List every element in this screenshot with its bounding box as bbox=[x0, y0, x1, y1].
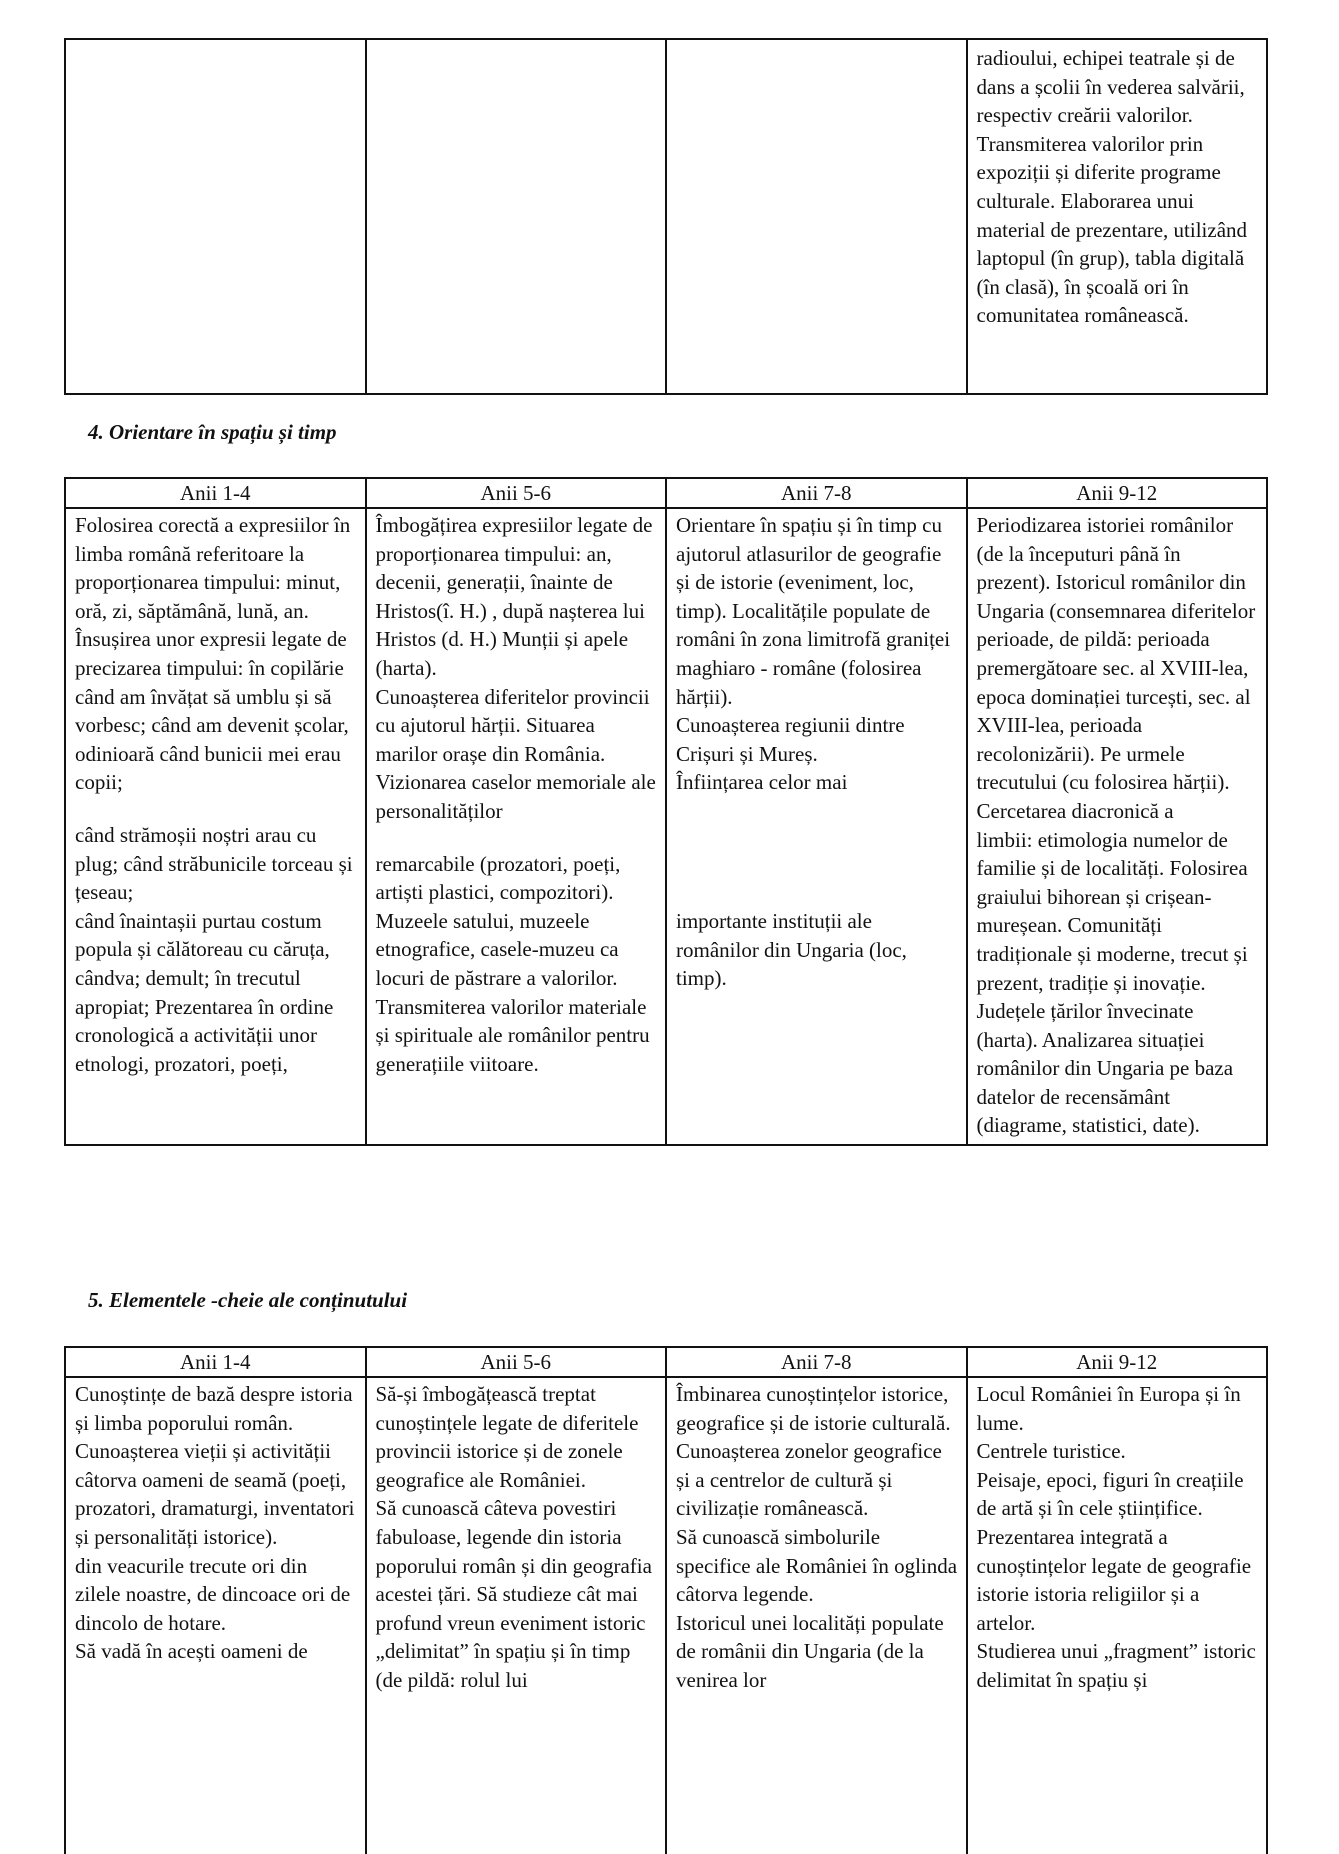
table-cell bbox=[65, 39, 366, 394]
cell-text: Să-și îmbogățească treptat cunoștințele legate de diferitele provincii istorice și de zonele geografice ale României. Să cunoască câteva povestiri fabuloase, legende din istoria poporului român și din geografia acestei țări. Să studieze cât mai profund vreun eveniment istoric „delimitat” în spațiu și în timp (de pildă: rolul lui bbox=[375, 1382, 652, 1692]
cell-text: radioului, echipei teatrale și de dans a școlii în vederea salvării, respectiv creării valorilor. Transmiterea valorilor prin expoziții și diferite programe culturale. Elaborarea unui material de prezentare, utilizând laptopul (în grup), tabla digitală (în clasă), în școală ori în comunitatea românească. bbox=[976, 46, 1248, 328]
column-header: Anii 1-4 bbox=[65, 1347, 366, 1377]
table-cell bbox=[967, 1377, 1268, 1854]
table-row bbox=[65, 508, 1267, 1145]
table-cell bbox=[666, 39, 967, 394]
continuation-table bbox=[64, 38, 1268, 395]
table-cell bbox=[366, 1377, 667, 1854]
cell-text: Periodizarea istoriei românilor (de la începuturi până în prezent). Istoricul românilor din Ungaria (consemnarea diferitelor perioade, de pildă: perioada premergătoare sec. al XVIII-lea, epoca dominației turcești, sec. al XVIII-lea, perioada recolonizării). Pe urmele trecutului (cu folosirea hărții). Cercetarea diacronică a bbox=[976, 513, 1256, 823]
table-cell bbox=[967, 39, 1268, 394]
column-header: Anii 7-8 bbox=[666, 478, 967, 508]
cell-text: Îmbogățirea expresiilor legate de proporționarea timpului: an, decenii, generații, înainte de Hristos(î. H.) , după nașterea lui Hristos (d. H.) Munții și apele (harta). Cunoașterea diferitelor provincii cu ajutorul hărții. Situarea marilor orașe din România. Vizionarea caselor memoriale ale personalităților bbox=[375, 513, 656, 823]
column-header: Anii 5-6 bbox=[366, 478, 667, 508]
cell-text: importante instituții ale românilor din Ungaria (loc, timp). bbox=[676, 908, 907, 991]
cell-text: când strămoșii noștri arau cu plug; când străbunicile torceau și țeseau; când înaintașii purtau costum popula și călătoreau cu căruța, cândva; demult; în trecutul apropiat; Prezentarea în ordine cronologică a activității unor etnologi, prozatori, poeți, bbox=[75, 822, 353, 1076]
header-row bbox=[65, 478, 1267, 508]
cell-text: Cunoștințe de bază despre istoria și limba poporului român. Cunoașterea vieții și activității câtorva oameni de seamă (poeți, prozatori, dramaturgi, inventatori și personalități istorice). din veacurile trecute ori din zilele noastre, de dincoace ori de dincolo de hotare. Să vadă în acești oameni de bbox=[75, 1382, 355, 1664]
column-header: Anii 9-12 bbox=[967, 1347, 1268, 1377]
key-content-table bbox=[64, 1346, 1268, 1854]
column-header: Anii 9-12 bbox=[967, 478, 1268, 508]
header-row bbox=[65, 1347, 1267, 1377]
orientation-table bbox=[64, 477, 1268, 1146]
cell-text: limbii: etimologia numelor de familie și de localități. Folosirea graiului bihorean și crișean-mureșean. Comunități tradiționale și moderne, trecut și prezent, tradiție și inovație. Județele țărilor învecinate (harta). Analizarea situației românilor din Ungaria pe baza datelor de recensământ (diagrame, statistici, date). bbox=[976, 827, 1248, 1138]
section-heading: 5. Elementele -cheie ale conținutului bbox=[88, 1288, 408, 1312]
column-header: Anii 7-8 bbox=[666, 1347, 967, 1377]
table-cell bbox=[967, 508, 1268, 1145]
table-cell bbox=[666, 508, 967, 1145]
table-cell bbox=[666, 1377, 967, 1854]
table-cell bbox=[65, 1377, 366, 1854]
table-row bbox=[65, 1377, 1267, 1854]
table-cell bbox=[366, 508, 667, 1145]
cell-text: Îmbinarea cunoștințelor istorice, geografice și de istorie culturală. Cunoașterea zonelor geografice și a centrelor de cultură și civilizație românească. Să cunoască simbolurile specifice ale României în oglinda câtorva legende. Istoricul unei localități populate de românii din Ungaria (de la venirea lor bbox=[676, 1382, 958, 1692]
cell-text: Orientare în spațiu și în timp cu ajutorul atlasurilor de geografie și de istorie (eveniment, loc, timp). Localitățile populate de români în zona limitrofă graniței maghiaro - române (folosirea hărții). Cunoașterea regiunii dintre Crișuri și Mureș. Înființarea celor mai bbox=[676, 513, 951, 795]
cell-text: remarcabile (prozatori, poeți, artiști plastici, compozitori). Muzeele satului, muzeele etnografice, casele-muzeu ca locuri de păstrare a valorilor. Transmiterea valorilor materiale și spirituale ale românilor pentru generațiile viitoare. bbox=[375, 851, 650, 1076]
column-header: Anii 1-4 bbox=[65, 478, 366, 508]
table-cell bbox=[65, 508, 366, 1145]
cell-text: Locul României în Europa și în lume. Centrele turistice. Peisaje, epoci, figuri în creațiile de artă și în cele științifice. Prezentarea integrată a cunoștințelor legate de geografie istorie istoria religiilor și a artelor. Studierea unui „fragment” istoric delimitat în spațiu și bbox=[976, 1382, 1256, 1692]
column-header: Anii 5-6 bbox=[366, 1347, 667, 1377]
table-cell bbox=[366, 39, 667, 394]
table-row bbox=[65, 39, 1267, 394]
cell-text: Folosirea corectă a expresiilor în limba română referitoare la proporționarea timpului: minut, oră, zi, săptămână, lună, an. Însușirea unor expresii legate de precizarea timpului: în copilărie când am învățat să umblu și să vorbesc; când am devenit școlar, odinioară când bunicii mei erau copii; bbox=[75, 513, 351, 795]
section-heading: 4. Orientare în spațiu și timp bbox=[88, 420, 337, 444]
